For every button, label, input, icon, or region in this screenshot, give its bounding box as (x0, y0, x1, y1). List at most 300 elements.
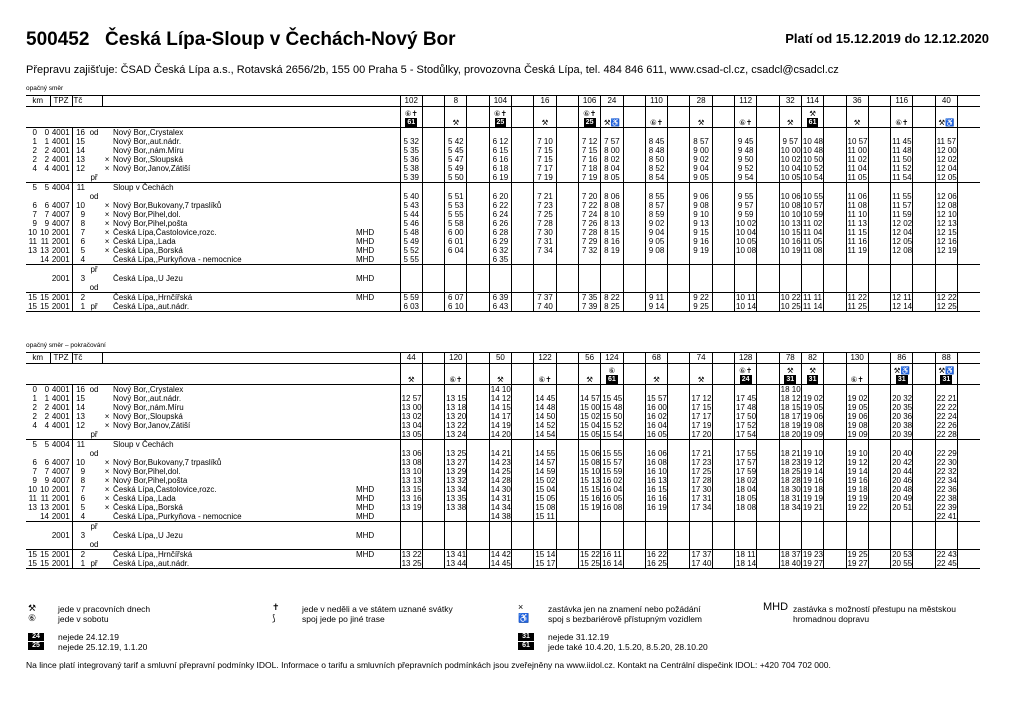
trip-signs (824, 107, 846, 128)
departure-time: 14 45 (535, 394, 556, 403)
departure-time (779, 128, 801, 138)
request-stop-icon (102, 430, 112, 440)
trip-number (824, 96, 846, 107)
departure-time (690, 183, 712, 193)
departure-time (824, 421, 846, 430)
stop-mhd (348, 421, 382, 430)
stop-name: Nový Bor,,Crystalex (113, 384, 184, 394)
stop-km2: 2 (44, 146, 50, 155)
trip-number: 24 (601, 96, 623, 107)
departure-time (913, 403, 935, 412)
stop-arrival-departure (86, 531, 102, 540)
stop-tc: 15 (72, 394, 86, 403)
departure-time: 5 58 (445, 219, 467, 228)
stop-tc: 11 (72, 183, 86, 193)
departure-time: 11 45 (892, 137, 912, 146)
request-stop-icon: × (104, 201, 110, 210)
departure-time: 19 12 (847, 458, 868, 467)
stop-mhd: MHD (355, 246, 375, 255)
departure-time: 14 31 (490, 494, 511, 503)
departure-time: 14 50 (535, 412, 556, 421)
departure-time (958, 265, 981, 275)
departure-time (958, 494, 981, 503)
departure-time (779, 283, 801, 293)
stop-tpz: 4001 (51, 137, 70, 146)
departure-time: 19 18 (802, 485, 823, 494)
trip-sign-icon: ⑥✝ (739, 366, 753, 375)
departure-time (712, 219, 734, 228)
stop-tc: 8 (72, 476, 86, 485)
departure-time (422, 302, 444, 312)
departure-time: 19 12 (802, 458, 823, 467)
departure-time: 11 00 (847, 146, 867, 155)
stop-arrival-departure (86, 494, 102, 503)
departure-time: 16 22 (646, 549, 667, 559)
departure-time (601, 183, 623, 193)
departure-time: 13 10 (401, 467, 422, 476)
departure-time: 10 48 (802, 146, 823, 155)
departure-time (712, 476, 734, 485)
departure-time (735, 274, 757, 283)
stop-tc: 13 (72, 155, 86, 164)
departure-time: 20 39 (892, 430, 913, 439)
legend-workdays: jede v pracovních dnech (58, 604, 151, 614)
departure-time (445, 283, 467, 293)
departure-time (534, 440, 556, 450)
departure-time (623, 476, 645, 485)
departure-time: 18 28 (780, 476, 801, 485)
departure-time: 19 08 (847, 421, 868, 430)
stop-tc: 5 (72, 246, 86, 255)
departure-time: 15 48 (602, 403, 623, 412)
departure-time: 13 24 (446, 430, 467, 439)
departure-time (824, 201, 846, 210)
departure-time (512, 146, 534, 155)
departure-time: 16 14 (602, 559, 623, 568)
stop-arrival-departure (86, 503, 102, 512)
trip-sign-icon: ⚒ (809, 366, 816, 375)
stop-spacer (382, 440, 400, 450)
stop-tpz: 4001 (51, 412, 70, 421)
departure-time: 15 15 (579, 485, 600, 494)
departure-time: 7 40 (534, 302, 556, 312)
stop-km2: 7 (44, 210, 50, 219)
stop-tpz: 2001 (50, 550, 72, 560)
departure-time (578, 512, 600, 522)
departure-time (913, 522, 935, 532)
departure-time (868, 421, 890, 430)
departure-time: 9 06 (690, 192, 712, 201)
departure-time: 5 51 (445, 192, 467, 201)
stop-tpz: 4004 (50, 440, 72, 450)
departure-time (556, 559, 578, 569)
stop-tc: 4 (72, 512, 86, 522)
stop-tc: 7 (72, 228, 86, 237)
trip-sign-icon: ⚒ (541, 118, 549, 127)
departure-time (601, 522, 623, 532)
departure-time (556, 183, 578, 193)
stop-row (26, 559, 980, 569)
stop-spacer (382, 210, 400, 219)
departure-time (868, 522, 890, 532)
stop-tpz: 2001 (51, 255, 70, 264)
stop-spacer (382, 531, 400, 540)
stop-row (26, 394, 980, 403)
trip-number (512, 96, 534, 107)
departure-time: 9 08 (690, 201, 712, 210)
departure-time (422, 385, 444, 395)
departure-time (556, 430, 578, 440)
request-stop-icon: × (104, 219, 110, 228)
stop-name: Česká Lípa,Častolovice,rozc. (113, 228, 217, 237)
trip-number: 68 (645, 353, 667, 364)
trip-signs (422, 364, 444, 385)
departure-time (935, 255, 957, 265)
stop-arrival-departure (86, 293, 102, 303)
operator-info: Přepravu zajišťuje: ČSAD Česká Lípa a.s., Rotavská 2656/2b, 155 00 Praha 5 - Stodůlky, provozovna Česká Lípa, tel. 484 846 611, www.csad-cl.cz, csadcl@csadcl.cz (26, 64, 839, 76)
departure-time: 17 45 (736, 394, 757, 403)
stop-km: 0 (32, 127, 37, 137)
stop-km (26, 274, 38, 283)
departure-time (467, 394, 489, 403)
departure-time: 16 05 (646, 430, 667, 439)
departure-time: 6 22 (489, 201, 511, 210)
departure-time (868, 210, 890, 219)
departure-time (668, 476, 690, 485)
stop-tpz (50, 283, 72, 293)
departure-time (690, 385, 712, 395)
departure-time (422, 137, 444, 146)
departure-time (824, 164, 846, 173)
trip-signs (846, 364, 868, 385)
stop-arrival-departure: od (89, 540, 99, 549)
trip-number: 110 (645, 96, 667, 107)
departure-time: 14 55 (535, 449, 556, 458)
departure-time: 7 34 (534, 246, 556, 255)
departure-time: 6 35 (489, 255, 511, 265)
stop-name (112, 449, 348, 458)
departure-time: 13 34 (446, 485, 467, 494)
departure-time: 5 50 (445, 173, 467, 183)
departure-time: 14 52 (535, 421, 556, 430)
departure-time (958, 255, 981, 265)
departure-time (467, 128, 489, 138)
departure-time (846, 440, 868, 450)
trip-sign-icon: ⑥✝ (404, 109, 418, 118)
departure-time (668, 531, 690, 540)
trip-number: 86 (891, 353, 913, 364)
departure-time: 18 14 (736, 559, 757, 568)
request-stop-icon (102, 146, 112, 155)
departure-time: 17 20 (691, 430, 712, 439)
timetable-1 (26, 95, 980, 312)
departure-time: 8 57 (690, 137, 712, 146)
stop-row (26, 440, 980, 450)
departure-time (913, 201, 935, 210)
departure-time: 20 53 (892, 549, 913, 559)
stop-name: Nový Bor,,Crystalex (113, 127, 184, 137)
trip-number (467, 353, 489, 364)
stop-km2: 15 (38, 559, 50, 569)
departure-time (623, 403, 645, 412)
departure-time: 9 57 (735, 201, 757, 210)
request-stop-icon: × (518, 602, 524, 612)
departure-time (623, 458, 645, 467)
request-stop-icon (102, 440, 112, 450)
departure-time: 6 43 (489, 302, 511, 312)
departure-time: 11 57 (892, 201, 912, 210)
departure-time: 20 55 (892, 559, 913, 568)
departure-time (668, 522, 690, 532)
stop-arrival-departure (86, 246, 102, 255)
stop-spacer (382, 128, 400, 138)
departure-time: 8 48 (645, 146, 667, 155)
stop-tpz: 4001 (51, 155, 70, 164)
stop-tc: 7 (72, 485, 86, 494)
departure-time (712, 512, 734, 522)
departure-time (668, 540, 690, 550)
departure-time: 5 43 (400, 201, 422, 210)
departure-time (868, 467, 890, 476)
departure-time (690, 440, 712, 450)
departure-time (512, 385, 534, 395)
departure-time: 18 02 (736, 476, 757, 485)
departure-time (512, 128, 534, 138)
stop-spacer (382, 449, 400, 458)
stop-arrival-departure (86, 137, 102, 146)
departure-time (489, 540, 511, 550)
departure-time (958, 540, 981, 550)
stop-row (26, 449, 980, 458)
departure-time (668, 403, 690, 412)
departure-time (668, 449, 690, 458)
stop-row (26, 274, 980, 283)
departure-time (757, 201, 779, 210)
departure-time: 15 50 (602, 412, 623, 421)
departure-time (735, 265, 757, 275)
departure-time (578, 265, 600, 275)
departure-time (556, 440, 578, 450)
departure-time (467, 173, 489, 183)
trip-signs (467, 107, 489, 128)
legend-61: jede také 10.4.20, 1.5.20, 8.5.20, 28.10.20 (548, 642, 708, 652)
trip-number (668, 353, 690, 364)
departure-time (467, 201, 489, 210)
departure-time: 6 32 (489, 246, 511, 255)
departure-time (578, 183, 600, 193)
trip-number (958, 96, 981, 107)
departure-time (958, 246, 981, 255)
departure-time (512, 540, 534, 550)
stop-spacer (382, 137, 400, 146)
stop-tc: 16 (72, 385, 86, 395)
request-stop-icon (102, 128, 112, 138)
departure-time: 6 04 (445, 246, 467, 255)
departure-time (868, 183, 890, 193)
departure-time (445, 531, 467, 540)
departure-time (913, 210, 935, 219)
departure-time (556, 412, 578, 421)
stop-km: 15 (26, 302, 38, 312)
request-stop-icon: × (104, 421, 110, 430)
departure-time: 14 10 (490, 384, 511, 394)
stop-km: 6 (32, 458, 37, 467)
request-stop-icon: × (104, 228, 110, 237)
departure-time (623, 265, 645, 275)
departure-time: 18 04 (736, 485, 757, 494)
departure-time (801, 283, 823, 293)
request-stop-icon (102, 302, 112, 312)
departure-time (712, 385, 734, 395)
departure-time: 14 54 (535, 430, 556, 439)
request-stop-icon: × (104, 503, 110, 512)
departure-time (735, 183, 757, 193)
departure-time (512, 522, 534, 532)
stop-spacer (382, 540, 400, 550)
departure-time (422, 512, 444, 522)
stop-arrival-departure: od (89, 384, 99, 394)
departure-time (489, 274, 511, 283)
departure-time (467, 440, 489, 450)
departure-time (623, 540, 645, 550)
departure-time (578, 128, 600, 138)
legend-saturday: jede v sobotu (58, 614, 109, 624)
departure-time (891, 283, 913, 293)
departure-time: 14 42 (490, 549, 511, 559)
departure-time: 13 08 (401, 458, 422, 467)
departure-time (757, 430, 779, 440)
stop-name: Sloup v Čechách (112, 183, 348, 193)
trip-signs (779, 107, 801, 128)
departure-time: 9 11 (645, 293, 667, 303)
departure-time (467, 228, 489, 237)
departure-time: 9 22 (690, 293, 712, 303)
departure-time (712, 265, 734, 275)
departure-time: 17 19 (691, 421, 712, 430)
departure-time: 8 13 (601, 219, 623, 228)
stop-spacer (382, 201, 400, 210)
departure-time: 8 25 (601, 302, 623, 312)
departure-time (467, 237, 489, 246)
stop-mhd (348, 283, 382, 293)
departure-time (712, 246, 734, 255)
stop-mhd (348, 540, 382, 550)
departure-time (824, 146, 846, 155)
request-stop-icon: × (104, 458, 110, 467)
departure-time: 5 49 (400, 237, 422, 246)
departure-time (868, 485, 890, 494)
departure-time (779, 522, 801, 532)
stop-mhd (348, 201, 382, 210)
trip-number: 16 (534, 96, 556, 107)
saturday-icon: ⑥ (28, 613, 37, 623)
stop-km: 4 (32, 164, 37, 173)
departure-time (913, 476, 935, 485)
stop-km2: 15 (38, 293, 50, 303)
departure-time: 15 02 (535, 476, 556, 485)
stop-tpz (50, 522, 72, 532)
stop-arrival-departure: př (86, 302, 102, 312)
departure-time: 9 45 (735, 137, 757, 146)
departure-time: 18 17 (780, 412, 801, 421)
departure-time (668, 550, 690, 560)
departure-time: 17 57 (736, 458, 757, 467)
stop-tc (72, 522, 86, 532)
departure-time (935, 274, 957, 283)
departure-time (422, 559, 444, 569)
departure-time: 15 05 (535, 494, 556, 503)
departure-time: 19 09 (847, 430, 868, 439)
departure-time (868, 246, 890, 255)
stop-spacer (382, 430, 400, 440)
trip-number (757, 96, 779, 107)
legend-wheelchair: spoj s bezbariérově přístupným vozidlem (548, 614, 703, 624)
stop-km2: 11 (40, 494, 50, 503)
departure-time (824, 503, 846, 512)
departure-time (645, 522, 667, 532)
departure-time (512, 265, 534, 275)
departure-time: 6 00 (445, 228, 467, 237)
departure-time: 5 35 (400, 146, 422, 155)
trip-sign-icon: ⚒♿ (893, 366, 910, 375)
departure-time (958, 146, 981, 155)
departure-time (422, 476, 444, 485)
departure-time (913, 274, 935, 283)
departure-time: 11 05 (847, 173, 867, 182)
validity-period: Platí od 15.12.2019 do 12.12.2020 (785, 31, 989, 46)
departure-time (824, 283, 846, 293)
departure-time (935, 540, 957, 550)
stop-tc: 9 (72, 210, 86, 219)
trip-number (467, 96, 489, 107)
departure-time: 10 15 (780, 228, 801, 237)
departure-time (623, 137, 645, 146)
request-stop-icon (102, 192, 112, 201)
stop-arrival-departure (86, 467, 102, 476)
departure-time (400, 265, 422, 275)
departure-time: 14 19 (490, 421, 511, 430)
stop-name: Nový Bor,Bukovany,7 trpaslíků (113, 458, 222, 467)
stop-spacer (382, 155, 400, 164)
stop-tpz: 4007 (51, 467, 70, 476)
stop-tc: 1 (72, 559, 86, 569)
departure-time (779, 512, 801, 522)
departure-time: 15 08 (535, 503, 556, 512)
departure-time (868, 283, 890, 293)
departure-time (712, 467, 734, 476)
departure-time (512, 274, 534, 283)
departure-time: 18 15 (780, 403, 801, 412)
stop-km2: 10 (40, 228, 50, 237)
departure-time (668, 219, 690, 228)
departure-time: 15 17 (535, 559, 556, 568)
col-stop (102, 353, 400, 364)
departure-time (467, 210, 489, 219)
departure-time (467, 512, 489, 522)
stop-spacer (382, 164, 400, 173)
stop-km2 (38, 192, 50, 201)
stop-km2: 6 (44, 458, 50, 467)
badge-25: 25 (28, 642, 44, 650)
departure-time: 22 29 (936, 449, 957, 458)
stop-name: Nový Bor,Pihel,dol. (113, 467, 181, 476)
other-route-icon: ⟆ (272, 613, 276, 623)
stop-tpz: 4001 (51, 146, 70, 155)
departure-time: 15 19 (579, 503, 600, 512)
departure-time: 14 17 (490, 412, 511, 421)
trip-number (556, 353, 578, 364)
departure-time (757, 421, 779, 430)
